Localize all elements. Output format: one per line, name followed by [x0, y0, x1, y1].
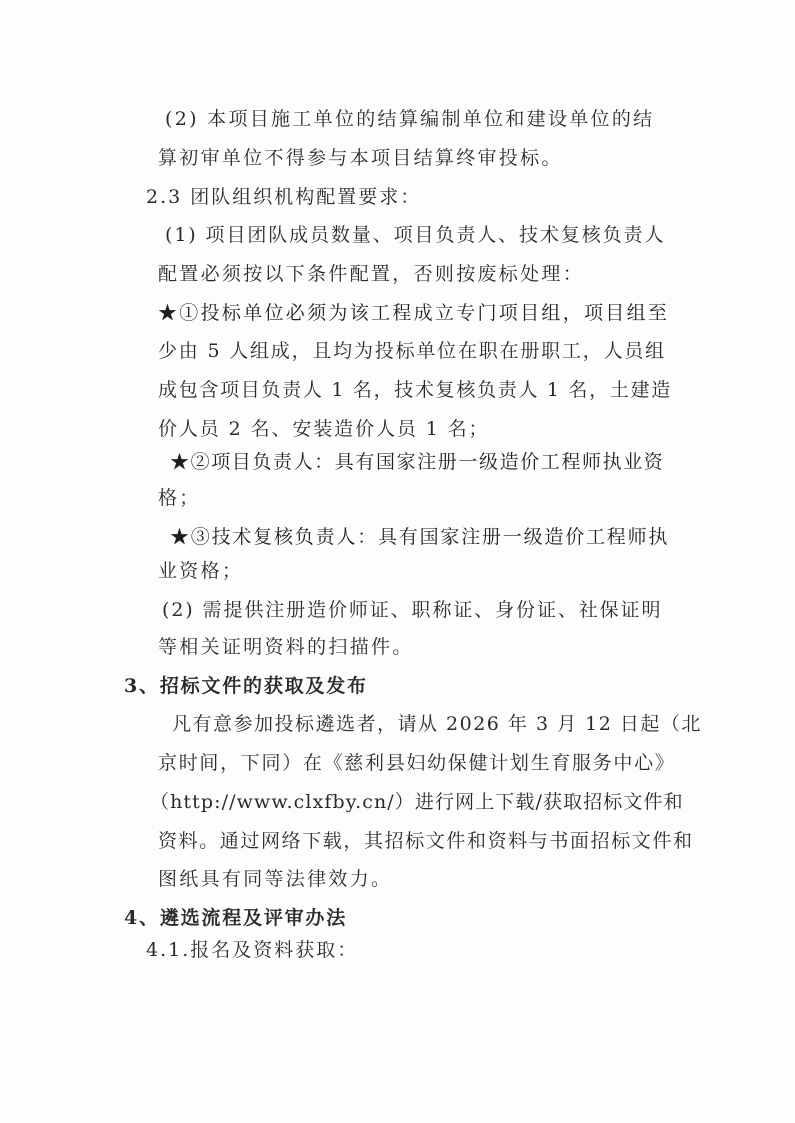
text-line: 成包含项目负责人 1 名，技术复核负责人 1 名，土建造	[158, 379, 672, 401]
text-line: 配置必须按以下条件配置，否则按废标处理：	[158, 263, 585, 285]
subsection-heading: 4.1.报名及资料获取：	[146, 939, 359, 961]
text-line: 价人员 2 名、安装造价人员 1 名；	[158, 418, 490, 440]
text-line: ★①投标单位必须为该工程成立专门项目组，项目组至	[158, 302, 670, 324]
url-line: （http://www.clxfby.cn/）进行网上下载/获取招标文件和	[150, 791, 684, 813]
text-line: 京时间，下同）在《慈利县妇幼保健计划生育服务中心》	[158, 752, 676, 774]
text-line: ★③技术复核负责人：具有国家注册一级造价工程师执	[170, 526, 670, 548]
text-line: 格；	[158, 487, 201, 509]
section-heading: 3、招标文件的获取及发布	[124, 675, 368, 697]
text-line: 凡有意参加投标遴选者，请从 2026 年 3 月 12 日起（北	[172, 713, 702, 735]
text-line: (2) 需提供注册造价师证、职称证、身份证、社保证明	[162, 599, 663, 621]
text-line: 业资格；	[158, 560, 244, 582]
text-line: 等相关证明资料的扫描件。	[158, 636, 414, 658]
text-line: 图纸具有同等法律效力。	[158, 868, 393, 890]
text-line: 资料。通过网络下载，其招标文件和资料与书面招标文件和	[158, 830, 694, 852]
text-line: (1) 项目团队成员数量、项目负责人、技术复核负责人	[165, 224, 666, 246]
section-heading: 2.3 团队组织机构配置要求：	[146, 186, 422, 208]
text-line: 少由 5 人组成，且均为投标单位在职在册职工，人员组	[158, 340, 666, 362]
text-line: 算初审单位不得参与本项目结算终审投标。	[158, 147, 563, 169]
text-line: ★②项目负责人：具有国家注册一级造价工程师执业资	[170, 451, 665, 473]
text-line: (2) 本项目施工单位的结算编制单位和建设单位的结	[165, 108, 655, 130]
section-heading: 4、遴选流程及评审办法	[124, 907, 348, 929]
